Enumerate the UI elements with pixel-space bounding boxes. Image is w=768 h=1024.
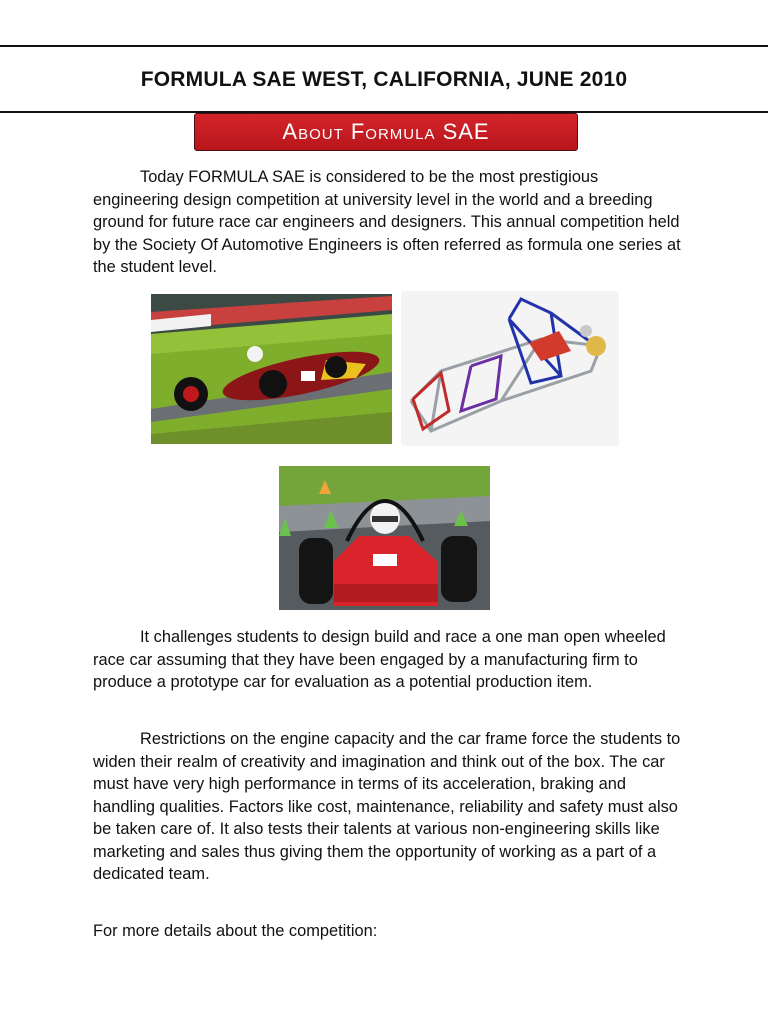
page-title: FORMULA SAE WEST, CALIFORNIA, JUNE 2010 — [140, 68, 628, 91]
details-paragraph: For more details about the competition: — [93, 922, 378, 940]
section-banner: About Formula SAE — [194, 113, 578, 151]
challenge-paragraph: It challenges students to design build and race a one man open wheeled race car assuming that they have been engaged by a manufacturing firm to produce a prototype car for evaluation as a potential production item. — [93, 628, 666, 691]
race-car-front-view-photo — [279, 466, 490, 610]
top-rule — [0, 45, 768, 47]
restrictions-paragraph: Restrictions on the engine capacity and the car frame force the students to widen their realm of creativity and imagination and think out of the box. The car must have very high performance in terms of its acceleration, braking and handling qualities. Factors like cost, maintenance, reliability and safety must also be taken care of. It also tests their talents at various non-engineering skills like marketing and sales thus giving them the opportunity of working as a part of a dedicated team. — [93, 730, 681, 883]
intro-paragraph: Today FORMULA SAE is considered to be the most prestigious engineering design competition at university level in the world and a breeding ground for future race car engineers and designers. This annual competition held by the Society Of Automotive Engineers is often referred as formula one series at the student level. — [93, 168, 681, 276]
space-frame-chassis-render — [401, 291, 619, 446]
race-car-on-track-photo — [151, 294, 392, 444]
